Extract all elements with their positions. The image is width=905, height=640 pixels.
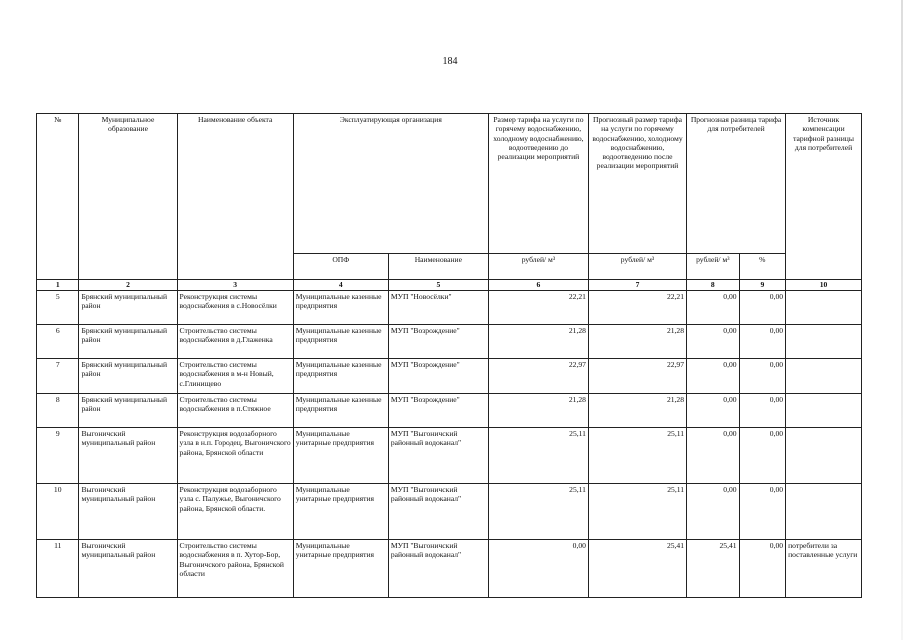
row-difference-pct: 0,00 [739,325,786,359]
row-difference-rub: 0,00 [687,359,740,394]
row-tariff-forecast: 22,97 [588,359,686,394]
row-object: Строительство системы водоснабжения в д.Глаженка [177,325,293,359]
header-row [37,114,862,254]
header-difference: Прогнозная разница тарифа для потребителей [687,114,786,254]
row-difference-pct: 0,00 [739,291,786,325]
row-source [786,484,862,540]
row-difference-rub: 25,41 [687,540,740,598]
row-tariff-forecast: 21,28 [588,394,686,428]
header-operator: Эксплуатирующая организация [293,114,488,254]
header-object: Наименование объекта [177,114,293,280]
row-organization: МУП "Возрождение" [388,394,488,428]
scan-edge [901,0,903,640]
table-row [37,359,862,394]
row-object: Строительство системы водоснабжения в п.Стяжное [177,394,293,428]
row-source: потребители за поставленные услуги [786,540,862,598]
subheader-name: Наименование [388,254,488,280]
column-number-row [37,280,862,291]
column-number: 3 [177,280,293,291]
table-row [37,291,862,325]
row-difference-pct: 0,00 [739,428,786,484]
column-number: 4 [293,280,388,291]
table-row [37,428,862,484]
row-difference-pct: 0,00 [739,359,786,394]
row-difference-pct: 0,00 [739,540,786,598]
column-number: 9 [739,280,786,291]
row-opf: Муниципальные унитарные предприятия [293,428,388,484]
row-tariff-forecast: 22,21 [588,291,686,325]
unit-before: рублей/ м³ [488,254,588,280]
column-number: 10 [786,280,862,291]
row-organization: МУП "Возрождение" [388,359,488,394]
column-number: 5 [388,280,488,291]
row-object: Строительство системы водоснабжения в п. Хутор-Бор, Выгоничского района, Брянской области [177,540,293,598]
row-municipality: Выгоничский муниципальный район [79,540,177,598]
row-opf: Муниципальные унитарные предприятия [293,540,388,598]
table-row [37,484,862,540]
row-tariff-forecast: 21,28 [588,325,686,359]
row-opf: Муниципальные унитарные предприятия [293,484,388,540]
row-municipality: Брянский муниципальный район [79,359,177,394]
row-number: 5 [37,291,79,325]
unit-diff-rub: рублей/ м³ [687,254,740,280]
column-number: 6 [488,280,588,291]
header-source: Источник компенсации тарифной разницы для потребителей [786,114,862,280]
row-municipality: Брянский муниципальный район [79,325,177,359]
row-organization: МУП "Выгоничский районный водоканал" [388,428,488,484]
row-tariff-before: 25,11 [488,428,588,484]
tariff-table [36,113,862,598]
row-number: 10 [37,484,79,540]
row-tariff-before: 21,28 [488,325,588,359]
row-organization: МУП "Выгоничский районный водоканал" [388,484,488,540]
row-number: 11 [37,540,79,598]
subheader-opf: ОПФ [293,254,388,280]
table-row [37,540,862,598]
unit-forecast: рублей/ м³ [588,254,686,280]
row-tariff-before: 25,11 [488,484,588,540]
row-tariff-before: 22,97 [488,359,588,394]
row-municipality: Брянский муниципальный район [79,291,177,325]
row-number: 7 [37,359,79,394]
column-number: 2 [79,280,177,291]
row-organization: МУП "Возрождение" [388,325,488,359]
column-number: 7 [588,280,686,291]
table-body [37,291,862,598]
row-opf: Муниципальные казенные предприятия [293,325,388,359]
header-tariff-before: Размер тарифа на услуги по горячему водоснабжению, холодному водоснабжению, водоотведению до реализации мероприятий [488,114,588,254]
row-object: Строительство системы водоснабжения в м-н Новый, с.Глинищево [177,359,293,394]
row-municipality: Выгоничский муниципальный район [79,484,177,540]
row-difference-rub: 0,00 [687,394,740,428]
row-opf: Муниципальные казенные предприятия [293,359,388,394]
row-organization: МУП "Выгоничский районный водоканал" [388,540,488,598]
row-tariff-forecast: 25,11 [588,428,686,484]
row-source [786,394,862,428]
table-row [37,394,862,428]
row-object: Реконструкция водозаборного узла в н.п. Городец, Выгоничского района, Брянской области [177,428,293,484]
row-tariff-before: 0,00 [488,540,588,598]
row-opf: Муниципальные казенные предприятия [293,291,388,325]
row-difference-rub: 0,00 [687,428,740,484]
unit-diff-pct: % [739,254,786,280]
row-difference-rub: 0,00 [687,291,740,325]
row-opf: Муниципальные казенные предприятия [293,394,388,428]
row-tariff-before: 22,21 [488,291,588,325]
row-difference-rub: 0,00 [687,484,740,540]
column-number: 8 [687,280,740,291]
header-municipality: Муниципальное образование [79,114,177,280]
row-tariff-forecast: 25,41 [588,540,686,598]
row-difference-rub: 0,00 [687,325,740,359]
header-tariff-forecast: Прогнозный размер тарифа на услуги по горячему водоснабжению, холодному водоснабжению, водоотведению после реализации мероприятий [588,114,686,254]
column-number: 1 [37,280,79,291]
row-organization: МУП "Новосёлки" [388,291,488,325]
row-municipality: Выгоничский муниципальный район [79,428,177,484]
row-source [786,359,862,394]
row-source [786,428,862,484]
row-tariff-forecast: 25,11 [588,484,686,540]
row-tariff-before: 21,28 [488,394,588,428]
row-number: 6 [37,325,79,359]
row-number: 8 [37,394,79,428]
row-number: 9 [37,428,79,484]
row-object: Реконструкция водозаборного узла с. Палужье, Выгоничского района, Брянской области. [177,484,293,540]
header-number: № [37,114,79,280]
row-source [786,325,862,359]
row-difference-pct: 0,00 [739,394,786,428]
row-municipality: Брянский муниципальный район [79,394,177,428]
table-row [37,325,862,359]
page-number: 184 [442,56,458,67]
row-source [786,291,862,325]
row-difference-pct: 0,00 [739,484,786,540]
row-object: Реконструкция системы водоснабжения в с.Новосёлки [177,291,293,325]
